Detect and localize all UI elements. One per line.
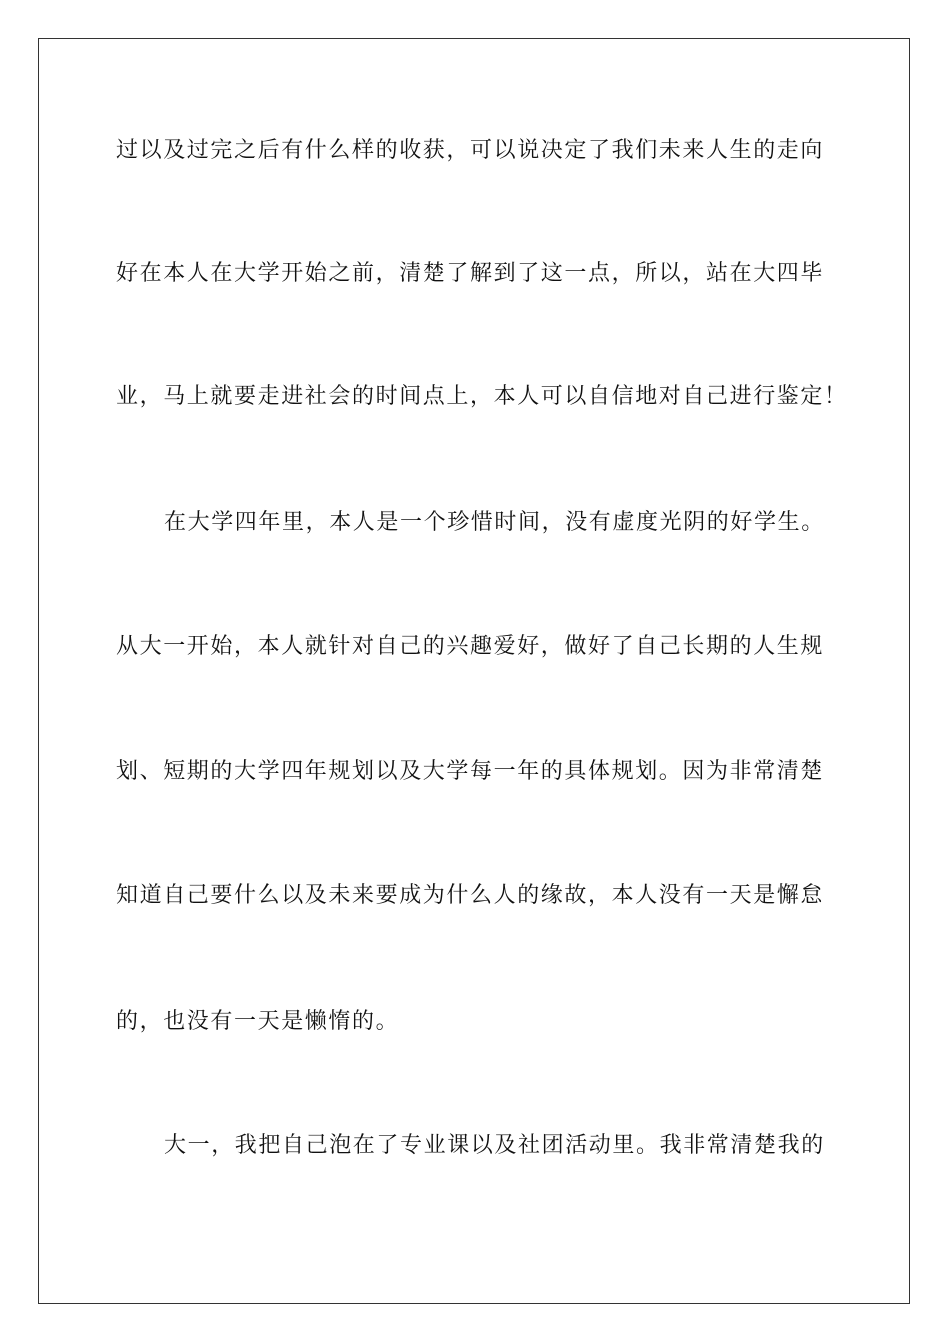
text-line-3: 业，马上就要走进社会的时间点上，本人可以自信地对自己进行鉴定！ <box>116 384 848 409</box>
paragraph-start-line: 在大学四年里，本人是一个珍惜时间，没有虚度光阴的好学生。 <box>164 510 825 535</box>
text-line-5: 从大一开始，本人就针对自己的兴趣爱好，做好了自己长期的人生规 <box>116 634 825 659</box>
text-line-2: 好在本人在大学开始之前，清楚了解到了这一点，所以，站在大四毕 <box>116 261 825 286</box>
text-line-6: 划、短期的大学四年规划以及大学每一年的具体规划。因为非常清楚 <box>116 759 825 784</box>
text-line-8: 的，也没有一天是懒惰的。 <box>116 1009 400 1034</box>
page-border <box>38 38 910 1304</box>
text-line-7: 知道自己要什么以及未来要成为什么人的缘故，本人没有一天是懈怠 <box>116 883 825 908</box>
text-line-1: 过以及过完之后有什么样的收获，可以说决定了我们未来人生的走向 <box>116 138 825 163</box>
paragraph-start-line-2: 大一，我把自己泡在了专业课以及社团活动里。我非常清楚我的 <box>164 1133 825 1158</box>
